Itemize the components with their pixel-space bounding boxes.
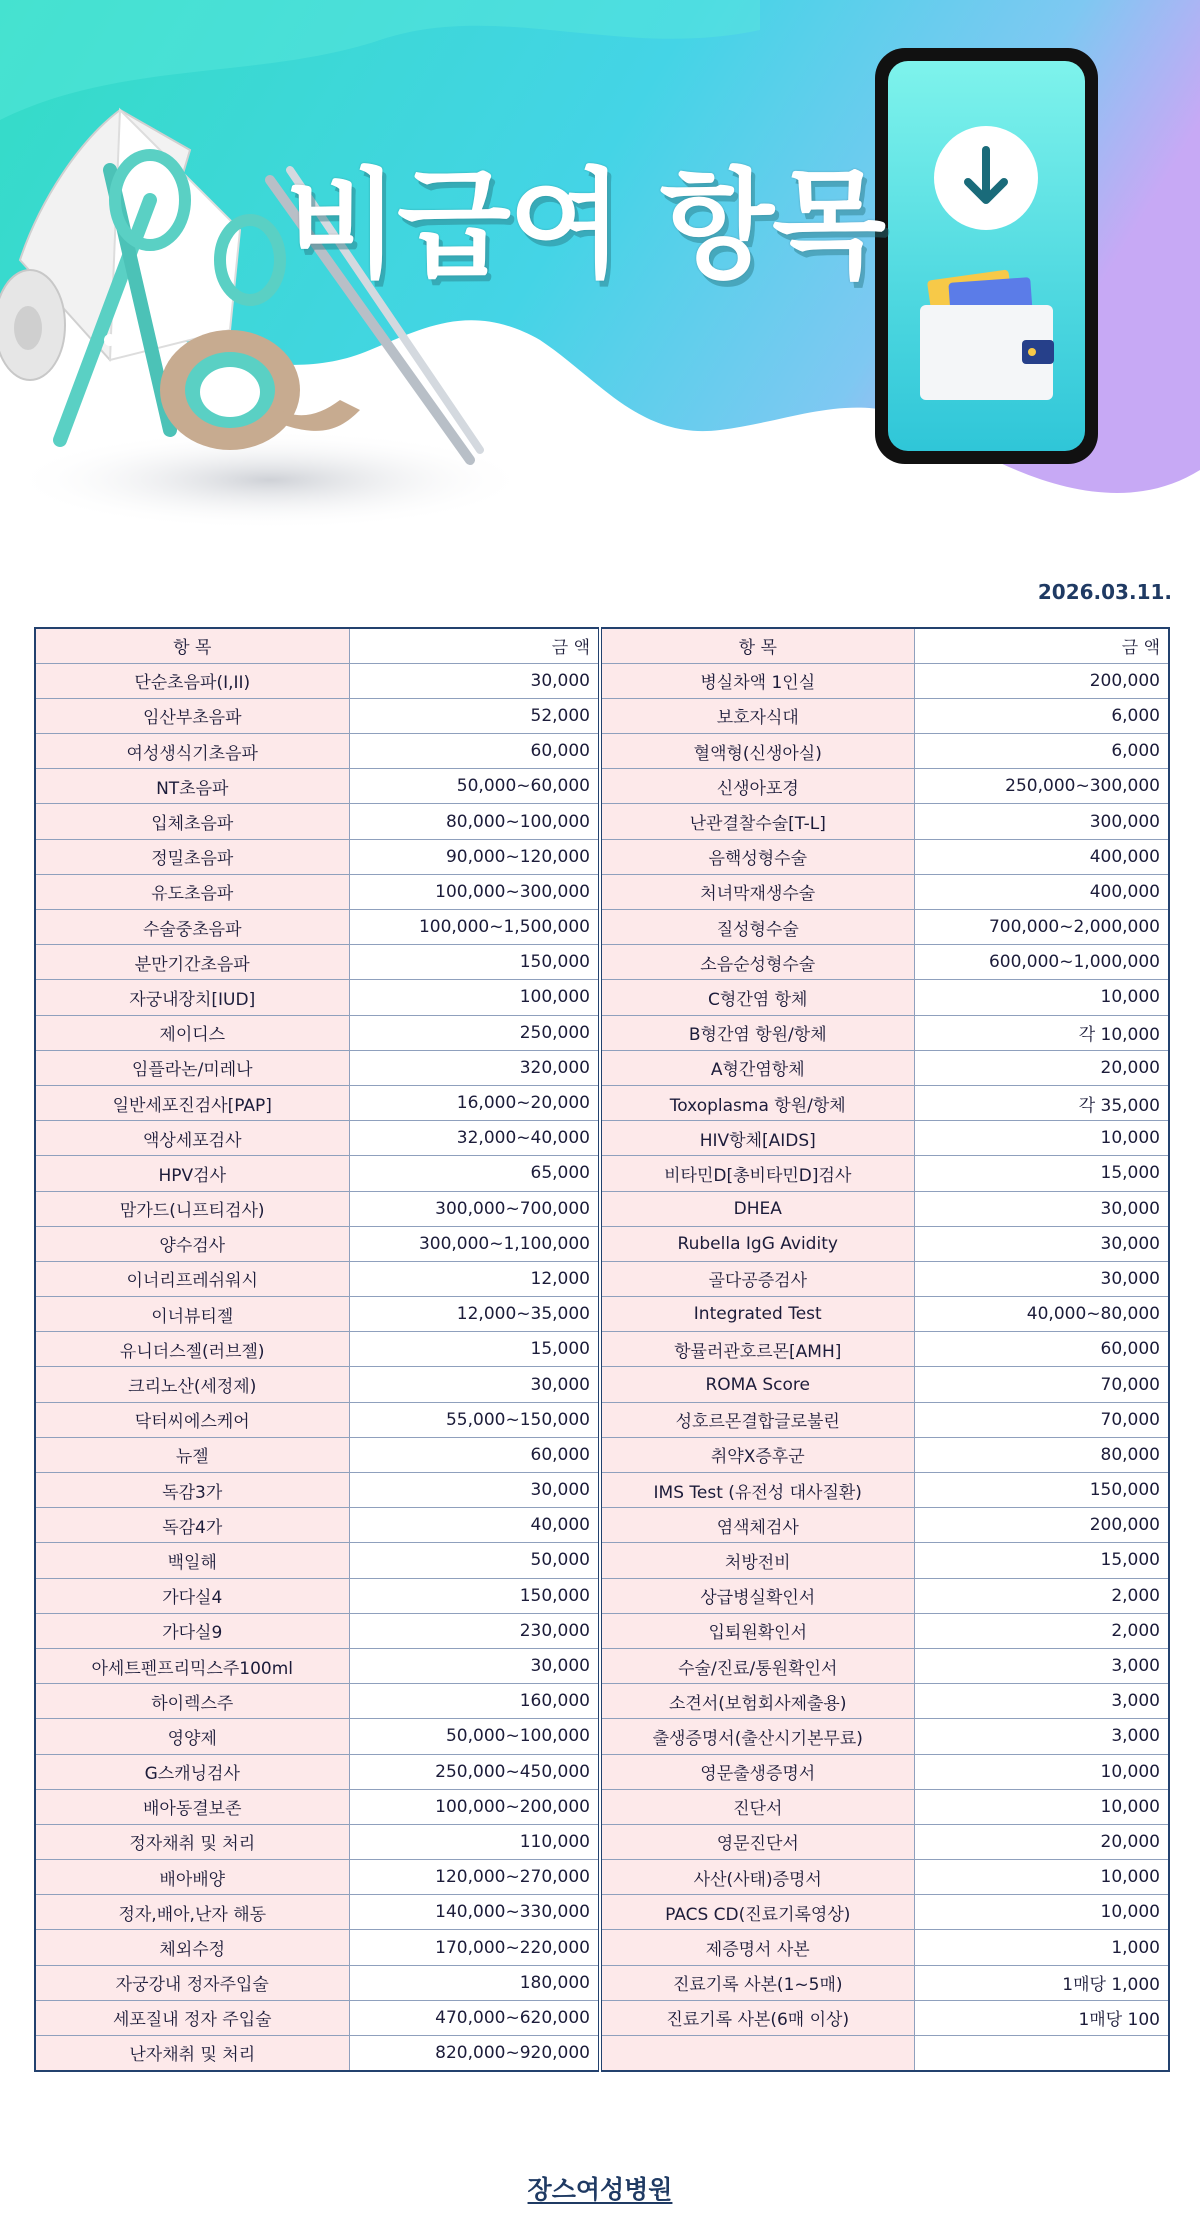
item-cell: 아세트펜프리믹스주100ml: [35, 1648, 349, 1683]
table-row: [35, 698, 1169, 733]
item-cell: 영양제: [35, 1719, 349, 1754]
price-cell: 230,000: [349, 1613, 600, 1648]
price-cell: 30,000: [349, 663, 600, 698]
item-cell: 상급병실확인서: [600, 1578, 914, 1613]
download-icon: [934, 126, 1038, 230]
item-cell: 이너리프레쉬워시: [35, 1261, 349, 1296]
price-cell: 30,000: [914, 1226, 1169, 1261]
price-cell: 10,000: [914, 1860, 1169, 1895]
item-cell: 입체초음파: [35, 804, 349, 839]
price-cell: 30,000: [914, 1261, 1169, 1296]
price-cell: 140,000~330,000: [349, 1895, 600, 1930]
table-row: [35, 1332, 1169, 1367]
price-cell: 110,000: [349, 1824, 600, 1859]
item-cell: 성호르몬결합글로불린: [600, 1402, 914, 1437]
item-cell: 정자채취 및 처리: [35, 1824, 349, 1859]
item-cell: NT초음파: [35, 769, 349, 804]
table-row: [35, 1191, 1169, 1226]
price-cell: 300,000~1,100,000: [349, 1226, 600, 1261]
price-cell: 600,000~1,000,000: [914, 945, 1169, 980]
item-cell: 하이렉스주: [35, 1684, 349, 1719]
item-cell: 염색체검사: [600, 1508, 914, 1543]
price-cell: 250,000: [349, 1015, 600, 1050]
price-cell: 70,000: [914, 1367, 1169, 1402]
header-banner: [0, 0, 1200, 560]
price-cell: 200,000: [914, 663, 1169, 698]
item-cell: 처녀막재생수술: [600, 874, 914, 909]
item-cell: 자궁내장치[IUD]: [35, 980, 349, 1015]
table-row: [35, 734, 1169, 769]
item-cell: 신생아포경: [600, 769, 914, 804]
item-cell: 양수검사: [35, 1226, 349, 1261]
phone-illustration: [875, 48, 1098, 464]
price-cell: 160,000: [349, 1684, 600, 1719]
price-cell: 60,000: [349, 1437, 600, 1472]
price-cell: 100,000~1,500,000: [349, 910, 600, 945]
table-row: [35, 1402, 1169, 1437]
header-price: 금 액: [914, 628, 1169, 663]
item-cell: 체외수정: [35, 1930, 349, 1965]
item-cell: 맘가드(니프티검사): [35, 1191, 349, 1226]
item-cell: G스캐닝검사: [35, 1754, 349, 1789]
table-row: [35, 1508, 1169, 1543]
table-row: [35, 1437, 1169, 1472]
table-row: [35, 1226, 1169, 1261]
table-row: [35, 1015, 1169, 1050]
table-row: [35, 1965, 1169, 2000]
item-cell: 질성형수술: [600, 910, 914, 945]
item-cell: 정밀초음파: [35, 839, 349, 874]
table-row: [35, 2000, 1169, 2035]
item-cell: 유니더스젤(러브젤): [35, 1332, 349, 1367]
table-row: [35, 980, 1169, 1015]
table-row: [35, 910, 1169, 945]
price-cell: 10,000: [914, 1895, 1169, 1930]
price-cell: 40,000: [349, 1508, 600, 1543]
price-cell: 60,000: [914, 1332, 1169, 1367]
item-cell: 배아동결보존: [35, 1789, 349, 1824]
price-cell: 250,000~300,000: [914, 769, 1169, 804]
table-row: [35, 663, 1169, 698]
price-cell: 400,000: [914, 839, 1169, 874]
table-row: [35, 1156, 1169, 1191]
item-cell: 가다실4: [35, 1578, 349, 1613]
price-cell: 100,000~200,000: [349, 1789, 600, 1824]
table-row: [35, 1578, 1169, 1613]
price-cell: 820,000~920,000: [349, 2036, 600, 2071]
price-cell: 180,000: [349, 1965, 600, 2000]
table-row: [35, 769, 1169, 804]
item-cell: 독감4가: [35, 1508, 349, 1543]
item-cell: 유도초음파: [35, 874, 349, 909]
price-cell: 30,000: [914, 1191, 1169, 1226]
item-cell: 가다실9: [35, 1613, 349, 1648]
item-cell: 취약X증후군: [600, 1437, 914, 1472]
table-row: [35, 1719, 1169, 1754]
price-cell: 50,000: [349, 1543, 600, 1578]
table-header-row: [35, 628, 1169, 663]
price-cell: 80,000~100,000: [349, 804, 600, 839]
item-cell: 소음순성형수술: [600, 945, 914, 980]
item-cell: PACS CD(진료기록영상): [600, 1895, 914, 1930]
item-cell: 액상세포검사: [35, 1121, 349, 1156]
price-cell: 32,000~40,000: [349, 1121, 600, 1156]
price-cell: 320,000: [349, 1050, 600, 1085]
table-row: [35, 1824, 1169, 1859]
item-cell: 자궁강내 정자주입술: [35, 1965, 349, 2000]
price-cell: 2,000: [914, 1578, 1169, 1613]
price-cell: 65,000: [349, 1156, 600, 1191]
item-cell: 사산(사태)증명서: [600, 1860, 914, 1895]
item-cell: [600, 2036, 914, 2071]
price-cell: 15,000: [349, 1332, 600, 1367]
price-cell: 10,000: [914, 1789, 1169, 1824]
table-row: [35, 1930, 1169, 1965]
item-cell: 독감3가: [35, 1473, 349, 1508]
price-cell: 30,000: [349, 1473, 600, 1508]
price-cell: 6,000: [914, 698, 1169, 733]
price-cell: 3,000: [914, 1719, 1169, 1754]
hospital-name: 장스여성병원: [527, 2175, 673, 2204]
page-title: 비급여 항목: [285, 156, 885, 294]
price-cell: 250,000~450,000: [349, 1754, 600, 1789]
item-cell: B형간염 항원/항체: [600, 1015, 914, 1050]
table-row: [35, 1297, 1169, 1332]
price-cell: 10,000: [914, 980, 1169, 1015]
table-row: [35, 804, 1169, 839]
item-cell: 백일해: [35, 1543, 349, 1578]
item-cell: HPV검사: [35, 1156, 349, 1191]
item-cell: 소견서(보험회사제출용): [600, 1684, 914, 1719]
price-cell: 120,000~270,000: [349, 1860, 600, 1895]
price-cell: 6,000: [914, 734, 1169, 769]
table-row: [35, 1367, 1169, 1402]
table-row: [35, 2036, 1169, 2071]
price-cell: 10,000: [914, 1121, 1169, 1156]
price-cell: 80,000: [914, 1437, 1169, 1472]
price-cell: 50,000~60,000: [349, 769, 600, 804]
item-cell: 병실차액 1인실: [600, 663, 914, 698]
update-date: 2026.03.11.: [1037, 580, 1172, 604]
item-cell: ROMA Score: [600, 1367, 914, 1402]
price-cell: 150,000: [914, 1473, 1169, 1508]
price-cell: 52,000: [349, 698, 600, 733]
table-row: [35, 1684, 1169, 1719]
table-row: [35, 1543, 1169, 1578]
item-cell: C형간염 항체: [600, 980, 914, 1015]
item-cell: 영문진단서: [600, 1824, 914, 1859]
item-cell: 보호자식대: [600, 698, 914, 733]
table-row: [35, 1613, 1169, 1648]
price-cell: 200,000: [914, 1508, 1169, 1543]
item-cell: 비타민D[총비타민D]검사: [600, 1156, 914, 1191]
price-cell: 1매당 100: [914, 2000, 1169, 2035]
price-cell: 50,000~100,000: [349, 1719, 600, 1754]
item-cell: 이너뷰티젤: [35, 1297, 349, 1332]
price-cell: 470,000~620,000: [349, 2000, 600, 2035]
item-cell: 입퇴원확인서: [600, 1613, 914, 1648]
table-row: [35, 874, 1169, 909]
table-row: [35, 1473, 1169, 1508]
item-cell: 단순초음파(I,II): [35, 663, 349, 698]
item-cell: 난관결찰수술[T-L]: [600, 804, 914, 839]
item-cell: 분만기간초음파: [35, 945, 349, 980]
item-cell: 진료기록 사본(1~5매): [600, 1965, 914, 2000]
table-row: [35, 945, 1169, 980]
price-cell: 150,000: [349, 1578, 600, 1613]
price-cell: 170,000~220,000: [349, 1930, 600, 1965]
price-cell: 2,000: [914, 1613, 1169, 1648]
item-cell: 음핵성형수술: [600, 839, 914, 874]
table-row: [35, 1050, 1169, 1085]
table-row: [35, 1085, 1169, 1120]
price-cell: 60,000: [349, 734, 600, 769]
price-cell: 16,000~20,000: [349, 1085, 600, 1120]
item-cell: 수술중초음파: [35, 910, 349, 945]
price-cell: 90,000~120,000: [349, 839, 600, 874]
item-cell: A형간염항체: [600, 1050, 914, 1085]
price-cell: 각 35,000: [914, 1085, 1169, 1120]
header-price: 금 액: [349, 628, 600, 663]
item-cell: 영문출생증명서: [600, 1754, 914, 1789]
item-cell: 크리노산(세정제): [35, 1367, 349, 1402]
item-cell: Toxoplasma 항원/항체: [600, 1085, 914, 1120]
price-cell: 3,000: [914, 1648, 1169, 1683]
price-cell: [914, 2036, 1169, 2071]
table-row: [35, 1648, 1169, 1683]
price-cell: 각 10,000: [914, 1015, 1169, 1050]
price-cell: 30,000: [349, 1648, 600, 1683]
item-cell: 항뮬러관호르몬[AMH]: [600, 1332, 914, 1367]
price-cell: 300,000~700,000: [349, 1191, 600, 1226]
table-row: [35, 1261, 1169, 1296]
item-cell: 배아배양: [35, 1860, 349, 1895]
fee-table: [34, 627, 1170, 2072]
table-row: [35, 1754, 1169, 1789]
item-cell: 제이디스: [35, 1015, 349, 1050]
price-cell: 1,000: [914, 1930, 1169, 1965]
price-cell: 15,000: [914, 1156, 1169, 1191]
item-cell: 임플라논/미레나: [35, 1050, 349, 1085]
item-cell: Integrated Test: [600, 1297, 914, 1332]
item-cell: 임산부초음파: [35, 698, 349, 733]
price-cell: 400,000: [914, 874, 1169, 909]
price-cell: 15,000: [914, 1543, 1169, 1578]
item-cell: 골다공증검사: [600, 1261, 914, 1296]
price-cell: 100,000~300,000: [349, 874, 600, 909]
price-cell: 40,000~80,000: [914, 1297, 1169, 1332]
fee-table-body: [35, 663, 1169, 2071]
price-cell: 30,000: [349, 1367, 600, 1402]
price-cell: 20,000: [914, 1050, 1169, 1085]
item-cell: 정자,배아,난자 해동: [35, 1895, 349, 1930]
table-row: [35, 839, 1169, 874]
price-cell: 3,000: [914, 1684, 1169, 1719]
header-item: 항 목: [600, 628, 914, 663]
price-cell: 700,000~2,000,000: [914, 910, 1169, 945]
price-cell: 10,000: [914, 1754, 1169, 1789]
item-cell: 출생증명서(출산시기본무료): [600, 1719, 914, 1754]
header-item: 항 목: [35, 628, 349, 663]
item-cell: 처방전비: [600, 1543, 914, 1578]
item-cell: DHEA: [600, 1191, 914, 1226]
table-row: [35, 1860, 1169, 1895]
item-cell: HIV항체[AIDS]: [600, 1121, 914, 1156]
item-cell: 뉴젤: [35, 1437, 349, 1472]
price-cell: 55,000~150,000: [349, 1402, 600, 1437]
price-cell: 70,000: [914, 1402, 1169, 1437]
price-cell: 12,000: [349, 1261, 600, 1296]
price-cell: 150,000: [349, 945, 600, 980]
item-cell: 진단서: [600, 1789, 914, 1824]
item-cell: 제증명서 사본: [600, 1930, 914, 1965]
item-cell: Rubella IgG Avidity: [600, 1226, 914, 1261]
item-cell: 수술/진료/통원확인서: [600, 1648, 914, 1683]
price-cell: 12,000~35,000: [349, 1297, 600, 1332]
price-cell: 100,000: [349, 980, 600, 1015]
table-row: [35, 1789, 1169, 1824]
item-cell: 여성생식기초음파: [35, 734, 349, 769]
item-cell: 혈액형(신생아실): [600, 734, 914, 769]
item-cell: 진료기록 사본(6매 이상): [600, 2000, 914, 2035]
item-cell: 난자채취 및 처리: [35, 2036, 349, 2071]
price-cell: 300,000: [914, 804, 1169, 839]
price-cell: 20,000: [914, 1824, 1169, 1859]
table-row: [35, 1895, 1169, 1930]
item-cell: 세포질내 정자 주입술: [35, 2000, 349, 2035]
price-cell: 1매당 1,000: [914, 1965, 1169, 2000]
item-cell: IMS Test (유전성 대사질환): [600, 1473, 914, 1508]
table-row: [35, 1121, 1169, 1156]
item-cell: 닥터씨에스케어: [35, 1402, 349, 1437]
item-cell: 일반세포진검사[PAP]: [35, 1085, 349, 1120]
